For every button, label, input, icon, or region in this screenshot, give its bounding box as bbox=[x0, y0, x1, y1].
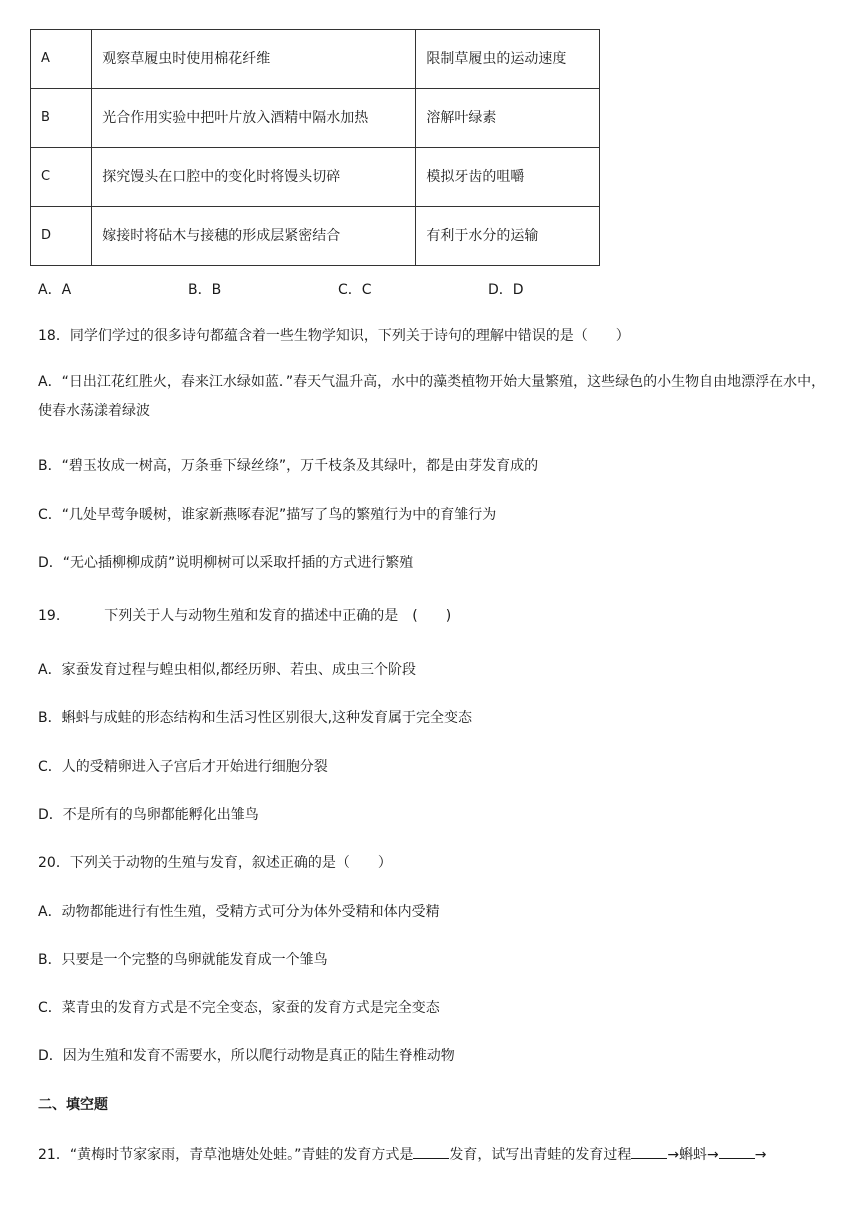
row-operation: 光合作用实验中把叶片放入酒精中隔水加热 bbox=[92, 89, 416, 148]
row-operation: 嫁接时将砧木与接穗的形成层紧密结合 bbox=[92, 207, 416, 266]
answer-blank-3[interactable] bbox=[719, 1143, 755, 1159]
q20-stem: 20．下列关于动物的生殖与发育，叙述正确的是（ ） bbox=[38, 855, 392, 871]
choice-d[interactable]: D．D bbox=[488, 282, 524, 298]
row-letter: D bbox=[31, 207, 92, 266]
answer-blank-2[interactable] bbox=[631, 1143, 667, 1159]
table-row bbox=[31, 148, 600, 207]
row-letter: C bbox=[31, 148, 92, 207]
q19-option-a[interactable]: A．家蚕发育过程与蝗虫相似,都经历卵、若虫、成虫三个阶段 bbox=[38, 662, 417, 678]
choice-c[interactable]: C．C bbox=[338, 282, 372, 298]
table-row bbox=[31, 30, 600, 89]
q18-option-b[interactable]: B．“碧玉妆成一树高，万条垂下绿丝绦”，万千枝条及其绿叶，都是由芽发育成的 bbox=[38, 458, 539, 474]
q19-option-b[interactable]: B．蝌蚪与成蛙的形态结构和生活习性区别很大,这种发育属于完全变态 bbox=[38, 710, 473, 726]
row-purpose: 溶解叶绿素 bbox=[416, 89, 600, 148]
q18-option-a[interactable]: A．“日出江花红胜火，春来江水绿如蓝．”春天气温升高，水中的藻类植物开始大量繁殖，这些绿色的小生物自由地漂浮在水中，使春水荡漾着绿波 bbox=[38, 374, 826, 419]
q19-option-d[interactable]: D．不是所有的鸟卵都能孵化出雏鸟 bbox=[38, 807, 259, 823]
choice-a[interactable]: A．A bbox=[38, 282, 72, 298]
row-letter: A bbox=[31, 30, 92, 89]
choice-b[interactable]: B．B bbox=[188, 282, 222, 298]
q21-line bbox=[38, 1143, 767, 1165]
q18-option-d[interactable]: D．“无心插柳柳成荫”说明柳树可以采取扦插的方式进行繁殖 bbox=[38, 555, 414, 571]
q21-text-2: 发育，试写出青蛙的发育过程 bbox=[449, 1147, 632, 1163]
row-purpose: 有利于水分的运输 bbox=[416, 207, 600, 266]
row-letter: B bbox=[31, 89, 92, 148]
row-purpose: 模拟牙齿的咀嚼 bbox=[416, 148, 600, 207]
q21-text-4: → bbox=[754, 1147, 767, 1163]
q19-stem-line bbox=[38, 606, 451, 626]
row-purpose: 限制草履虫的运动速度 bbox=[416, 30, 600, 89]
q18-stem: 18．同学们学过的很多诗句都蕴含着一些生物学知识，下列关于诗句的理解中错误的是（ ） bbox=[38, 328, 630, 344]
q20-option-c[interactable]: C．菜青虫的发育方式是不完全变态，家蚕的发育方式是完全变态 bbox=[38, 1000, 440, 1016]
row-operation: 探究馒头在口腔中的变化时将馒头切碎 bbox=[92, 148, 416, 207]
q19-option-c[interactable]: C．人的受精卵进入子宫后才开始进行细胞分裂 bbox=[38, 759, 328, 775]
q19-number: 19. bbox=[38, 608, 61, 624]
answer-blank-1[interactable] bbox=[413, 1143, 449, 1159]
section-heading: 二、填空题 bbox=[38, 1097, 108, 1113]
options-table bbox=[30, 29, 600, 266]
q19-stem: 下列关于人与动物生殖和发育的描述中正确的是 ( ) bbox=[104, 608, 452, 624]
q21-text-3: →蝌蚪→ bbox=[667, 1147, 719, 1163]
q20-option-a[interactable]: A．动物都能进行有性生殖，受精方式可分为体外受精和体内受精 bbox=[38, 904, 440, 920]
q17-choices bbox=[38, 279, 838, 299]
q20-option-d[interactable]: D．因为生殖和发育不需要水，所以爬行动物是真正的陆生脊椎动物 bbox=[38, 1048, 455, 1064]
q20-option-b[interactable]: B．只要是一个完整的鸟卵就能发育成一个雏鸟 bbox=[38, 952, 328, 968]
table-row bbox=[31, 207, 600, 266]
table-row bbox=[31, 89, 600, 148]
row-operation: 观察草履虫时使用棉花纤维 bbox=[92, 30, 416, 89]
q18-option-c[interactable]: C．“几处早莺争暖树，谁家新燕啄春泥”描写了鸟的繁殖行为中的育雏行为 bbox=[38, 507, 497, 523]
q21-text-1: 21．“黄梅时节家家雨，青草池塘处处蛙。”青蛙的发育方式是 bbox=[38, 1147, 414, 1163]
